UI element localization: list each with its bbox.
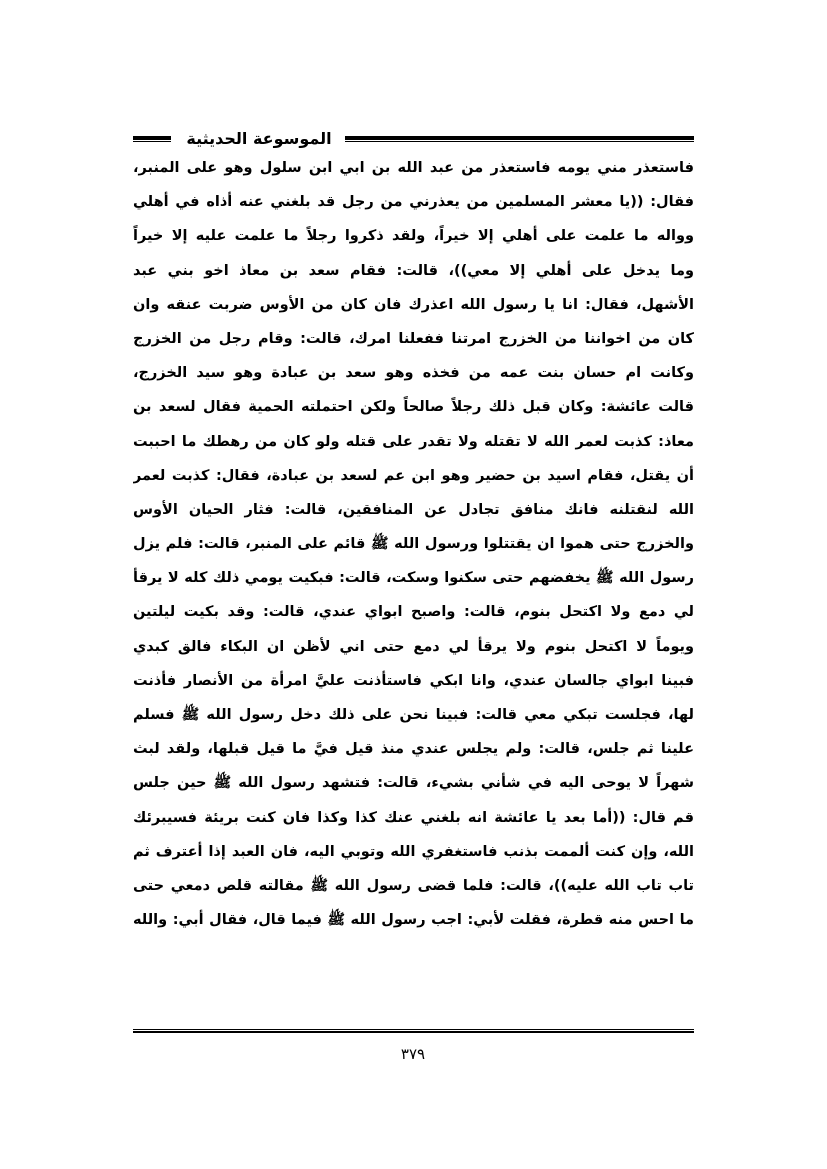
text-line: شهراً لا يوحى اليه في شأني بشيء، قالت: فتشهد رسول الله ﷺ حين جلس (133, 775, 694, 792)
text-line: ويوماً لا اكتحل بنوم ولا يرقأ لي دمع حتى اني لأظن ان البكاء فالق كبدي (133, 638, 694, 655)
footer-rule (133, 1029, 694, 1033)
text-line: وكانت ام حسان بنت عمه من فخذه وهو سعد بن عبادة وهو سيد الخزرج، (133, 365, 694, 382)
text-line: علينا ثم جلس، قالت: ولم يجلس عندي منذ قيل فيَّ ما قيل قبلها، ولقد لبث (133, 741, 694, 758)
text-line: فقال: ((يا معشر المسلمين من يعذرني من رجل قد بلغني عنه أذاه في أهلي (133, 194, 694, 211)
text-line: أن يقتل، فقام اسيد بن حضير وهو ابن عم لسعد بن عبادة، فقال: كذبت لعمر (133, 467, 694, 484)
text-line: الله لنقتلنه فانك منافق تجادل عن المنافقين، قالت: فثار الحيان الأوس (133, 501, 694, 518)
text-line: معاذ: كذبت لعمر الله لا تقتله ولا تقدر على قتله ولو كان من رهطك ما احببت (133, 433, 694, 450)
header-rule-right (345, 136, 694, 142)
text-line: كان من اخواننا من الخزرج امرتنا ففعلنا امرك، قالت: وقام رجل من الخزرج (133, 330, 694, 347)
text-line: لها، فجلست تبكي معي قالت: فبينا نحن على ذلك دخل رسول الله ﷺ فسلم (133, 707, 694, 723)
page-header-title: الموسوعة الحديثية (186, 129, 332, 148)
text-line: الأشهل، فقال: انا يا رسول الله اعذرك فان كان من الأوس ضربت عنقه وان (133, 296, 694, 313)
body-text (133, 151, 694, 937)
page-number: ٣٧٩ (400, 1045, 426, 1063)
text-line: وما يدخل على أهلي إلا معي))، قالت: فقام سعد بن معاذ اخو بني عبد (133, 262, 694, 279)
text-line: رسول الله ﷺ يخفضهم حتى سكنوا وسكت، قالت: فبكيت يومي ذلك كله لا يرقأ (133, 570, 694, 587)
header-rule-left (133, 136, 171, 142)
text-line: ما احس منه قطرة، فقلت لأبي: اجب رسول الله ﷺ فيما قال، فقال أبي: والله (133, 912, 694, 929)
text-line: وواله ما علمت على أهلي إلا خيراً، ولقد ذكروا رجلاً ما علمت عليه إلا خيراً (133, 228, 694, 245)
text-line: الله، وإن كنت ألممت بذنب فاستغفري الله وتوبي اليه، فان العبد إذا أعترف ثم (133, 843, 694, 860)
text-line: فبينا ابواي جالسان عندي، وانا ابكي فاستأذنت عليَّ امرأة من الأنصار فأذنت (133, 672, 694, 689)
text-line: تاب تاب الله عليه))، قالت: فلما قضى رسول الله ﷺ مقالته قلص دمعي حتى (133, 877, 694, 894)
text-line: قم قال: ((أما بعد يا عائشة انه بلغني عنك كذا وكذا فان كنت بريئة فسيبرئك (133, 809, 694, 826)
page-header (133, 124, 694, 154)
text-line: قالت عائشة: وكان قبل ذلك رجلاً صالحاً ولكن احتملته الحمية فقال لسعد بن (133, 399, 694, 416)
text-line: فاستعذر مني يومه فاستعذر من عبد الله بن ابي ابن سلول وهو على المنبر، (133, 160, 694, 176)
text-line: لي دمع ولا اكتحل بنوم، قالت: واصبح ابواي عندي، قالت: وقد بكيت ليلتين (133, 604, 694, 621)
text-line: والخزرج حتى هموا ان يقتتلوا ورسول الله ﷺ قائم على المنبر، قالت: فلم يزل (133, 536, 694, 553)
